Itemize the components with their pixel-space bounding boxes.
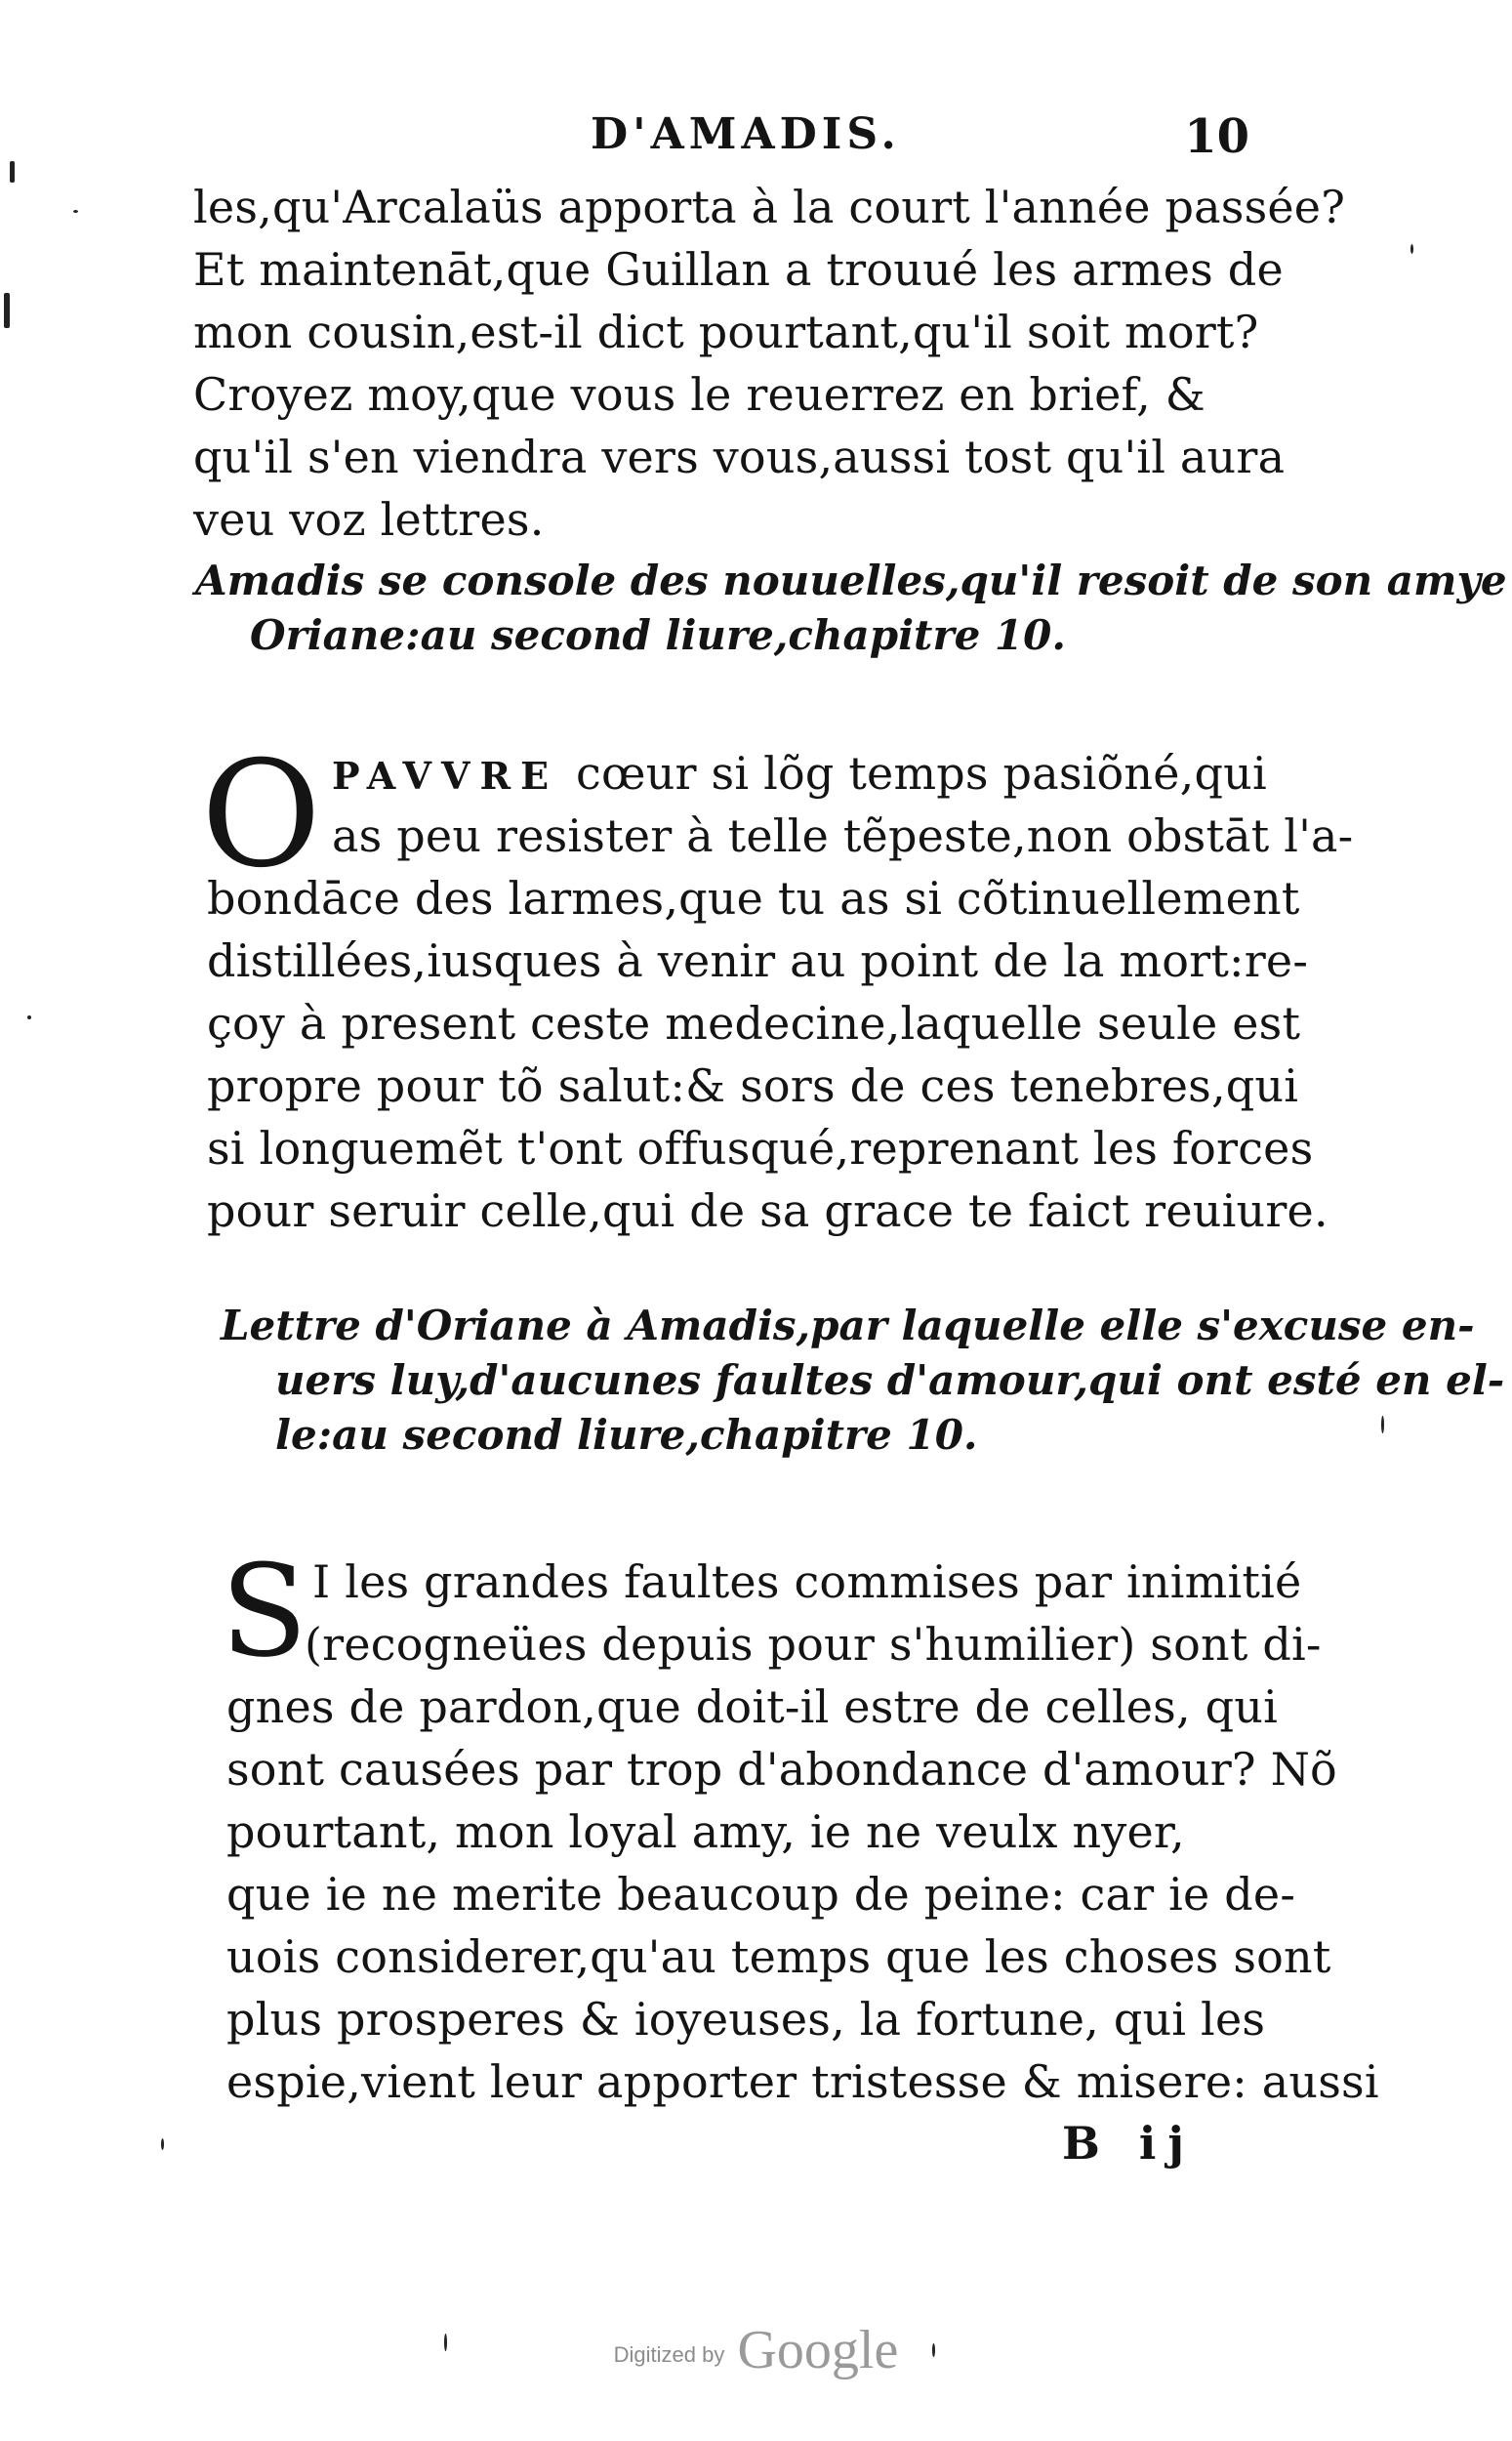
scan-speck	[73, 210, 78, 213]
heading-line: le:au second liure,chapitre 10.	[275, 1411, 978, 1459]
running-title: D'AMADIS.	[591, 109, 901, 159]
text-line: plus prosperes & ioyeuses, la fortune, qui les	[226, 1993, 1266, 2046]
page-header	[195, 109, 1249, 178]
page-number: 10	[1184, 109, 1249, 164]
digitization-watermark	[0, 2319, 1512, 2381]
text-line: pourtant, mon loyal amy, ie ne veulx nyer,	[226, 1805, 1185, 1858]
text-line: bondāce des larmes,que tu as si cõtinuellement	[207, 872, 1300, 925]
drop-cap-initial: S	[221, 1537, 308, 1685]
text-line: si longuemẽt t'ont offusqué,reprenant les forces	[207, 1122, 1314, 1175]
heading-line: Amadis se console des nouuelles,qu'il resoit de son amye	[195, 557, 1507, 604]
google-logo: Google	[737, 2320, 899, 2380]
text-line: (recogneües depuis pour s'humilier) sont di-	[305, 1618, 1322, 1671]
heading-line: Lettre d'Oriane à Amadis,par laquelle elle s'excuse en-	[221, 1302, 1475, 1349]
continuation-paragraph	[193, 176, 1346, 551]
text-line: Et maintenāt,que Guillan a trouué les armes de	[193, 243, 1284, 296]
section1-paragraph	[207, 805, 1354, 1242]
text-line	[332, 742, 1269, 805]
lead-line-text: cœur si lõg temps pasiõné,qui	[576, 747, 1267, 800]
text-line: mon cousin,est-il dict pourtant,qu'il soit mort?	[193, 306, 1259, 358]
scan-speck	[161, 2138, 164, 2150]
watermark-prefix: Digitized by	[613, 2342, 725, 2367]
heading-line: uers luy,d'aucunes faultes d'amour,qui ont esté en el-	[275, 1356, 1505, 1404]
text-line: I les grandes faultes commises par inimitié	[312, 1555, 1302, 1608]
scan-speck	[4, 293, 10, 328]
text-line: propre pour tõ salut:& sors de ces tenebres,qui	[207, 1059, 1299, 1112]
scan-speck	[27, 1015, 31, 1019]
chapter-heading-1	[195, 554, 1507, 663]
text-line: çoy à present ceste medecine,laquelle seule est	[207, 997, 1301, 1050]
text-line: sont causées par trop d'abondance d'amour? Nõ	[226, 1743, 1337, 1796]
text-line: pour seruir celle,qui de sa grace te faict reuiure.	[207, 1184, 1328, 1237]
text-line: distillées,iusques à venir au point de la mort:re-	[207, 934, 1309, 987]
scan-speck	[444, 2334, 447, 2351]
text-line: Croyez moy,que vous le reuerrez en brief, &	[193, 368, 1206, 421]
scan-speck	[932, 2343, 935, 2357]
text-line: que ie ne merite beaucoup de peine: car ie de-	[226, 1868, 1296, 1921]
section2-paragraph	[226, 1613, 1379, 2113]
scan-speck	[1381, 1416, 1384, 1433]
signature-mark: B ij	[1062, 2117, 1197, 2170]
drop-cap-initial: O	[201, 730, 321, 900]
scan-speck	[10, 161, 15, 183]
lead-word: PAVVRE	[332, 754, 559, 798]
text-line: qu'il s'en viendra vers vous,aussi tost qu'il aura	[193, 431, 1286, 483]
text-line: as peu resister à telle tẽpeste,non obstāt l'a-	[332, 809, 1354, 862]
text-line: gnes de pardon,que doit-il estre de celles, qui	[226, 1680, 1279, 1733]
text-line: uois considerer,qu'au temps que les choses sont	[226, 1930, 1331, 1983]
scan-speck	[1410, 244, 1413, 254]
heading-line: Oriane:au second liure,chapitre 10.	[250, 611, 1067, 659]
section1-first-line	[332, 742, 1269, 805]
text-line: les,qu'Arcalaüs apporta à la court l'année passée?	[193, 181, 1346, 233]
chapter-heading-2	[221, 1299, 1505, 1463]
text-line: veu voz lettres.	[193, 493, 545, 546]
text-line: espie,vient leur apporter tristesse & misere: aussi	[226, 2055, 1379, 2108]
section2-first-line	[312, 1551, 1302, 1613]
